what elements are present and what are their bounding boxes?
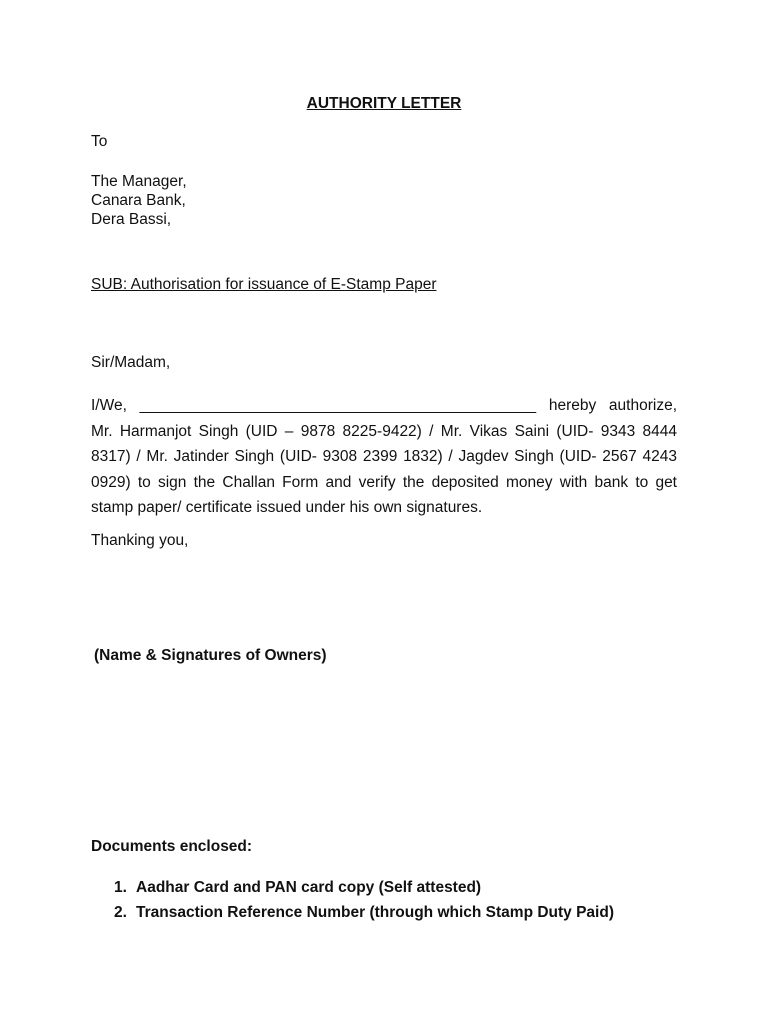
body-line: Mr. Harmanjot Singh (UID – 9878 8225-9422) / Mr. Vikas Saini (UID- 9343 8444 bbox=[91, 422, 677, 440]
documents-list bbox=[114, 875, 614, 925]
address-line: The Manager, bbox=[91, 173, 187, 190]
body-line: 8317) / Mr. Jatinder Singh (UID- 9308 2399 1832) / Jagdev Singh (UID- 2567 4243 bbox=[91, 448, 677, 465]
body-paragraph bbox=[91, 393, 677, 521]
subject-line: SUB: Authorisation for issuance of E-Stamp Paper bbox=[91, 276, 437, 293]
address-line: Canara Bank, bbox=[91, 192, 186, 209]
signature-label: (Name & Signatures of Owners) bbox=[94, 647, 327, 664]
list-item bbox=[114, 875, 614, 900]
recipient-prefix: To bbox=[91, 133, 108, 150]
letter-title: AUTHORITY LETTER bbox=[306, 95, 462, 112]
body-line: 0929) to sign the Challan Form and verify the deposited money with bank to get bbox=[91, 473, 677, 491]
recipient-address bbox=[91, 172, 187, 229]
documents-heading: Documents enclosed: bbox=[91, 838, 253, 855]
list-item-text: Transaction Reference Number (through which Stamp Duty Paid) bbox=[136, 904, 614, 921]
list-item bbox=[114, 900, 614, 925]
address-line: Dera Bassi, bbox=[91, 211, 172, 228]
list-item-text: Aadhar Card and PAN card copy (Self attested) bbox=[136, 879, 482, 896]
body-line: stamp paper/ certificate issued under his own signatures. bbox=[91, 499, 483, 516]
closing: Thanking you, bbox=[91, 532, 189, 549]
body-line: I/We, ______________________________________________ hereby authorize, bbox=[91, 397, 677, 414]
list-item-number: 1. bbox=[114, 879, 127, 896]
salutation: Sir/Madam, bbox=[91, 354, 171, 371]
list-item-number: 2. bbox=[114, 904, 127, 921]
